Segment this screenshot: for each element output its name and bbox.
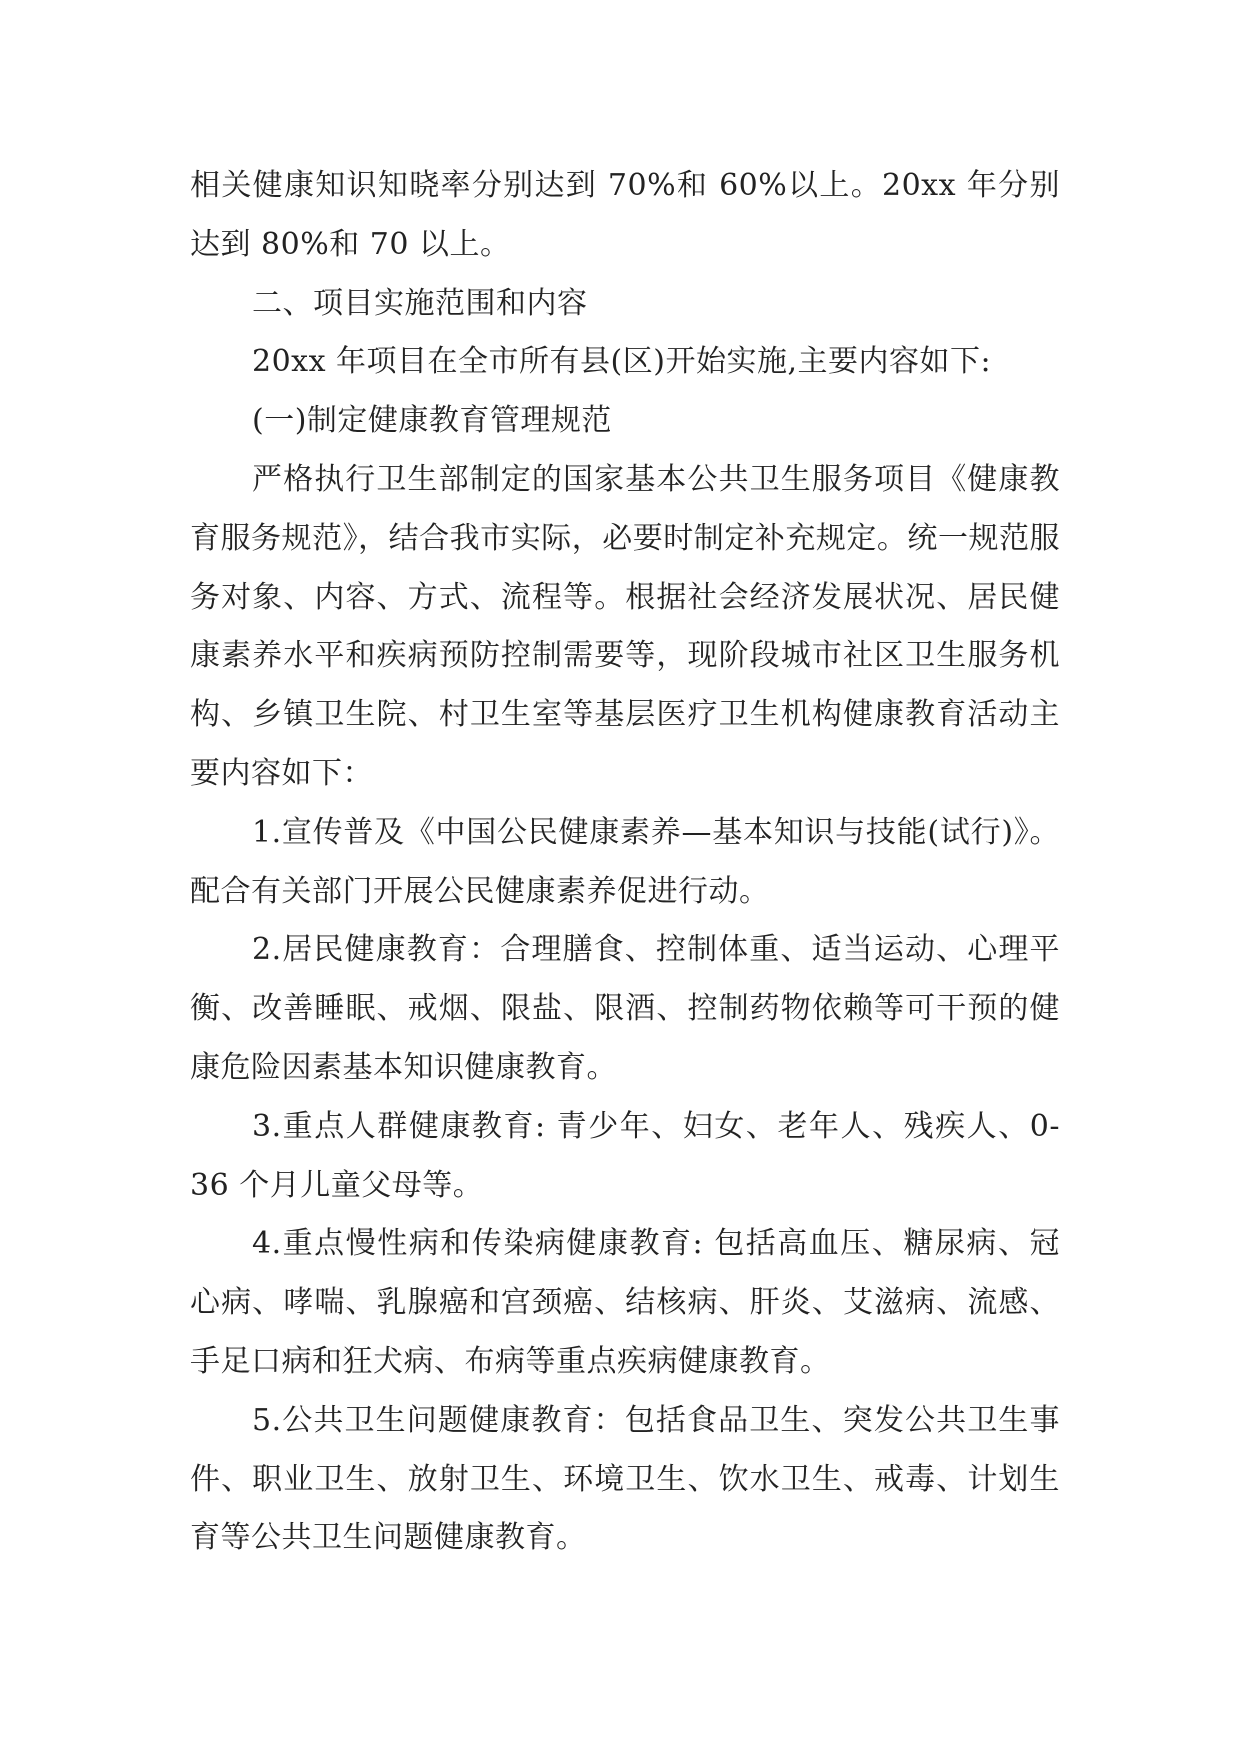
list-item-4: 4.重点慢性病和传染病健康教育: 包括高血压、糖尿病、冠心病、哮喘、乳腺癌和宫颈癌、结核病、肝炎、艾滋病、流感、手足口病和狂犬病、布病等重点疾病健康教育。 [190,1226,1060,1379]
heading-management-norms: (一)制定健康教育管理规范 [252,403,612,439]
paragraph-service-norms: 严格执行卫生部制定的国家基本公共卫生服务项目《健康教育服务规范》，结合我市实际，必要时制定补充规定。统一规范服务对象、内容、方式、流程等。根据社会经济发展状况、居民健康素养水平和疾病预防控制需要等，现阶段城市社区卫生服务机构、乡镇卫生院、村卫生室等基层医疗卫生机构健康教育活动主要内容如下： [190,461,1060,791]
list-item-5: 5.公共卫生问题健康教育：包括食品卫生、突发公共卫生事件、职业卫生、放射卫生、环境卫生、饮水卫生、戒毒、计划生育等公共卫生问题健康教育。 [190,1402,1060,1556]
document-body [190,157,1060,1568]
heading-scope-and-content: 二、项目实施范围和内容 [252,285,588,321]
list-item-2: 2.居民健康教育：合理膳食、控制体重、适当运动、心理平衡、改善睡眠、戒烟、限盐、限酒、控制药物依赖等可干预的健康危险因素基本知识健康教育。 [190,932,1060,1085]
list-item-1: 1.宣传普及《中国公民健康素养—基本知识与技能(试行)》。配合有关部门开展公民健康素养促进行动。 [190,814,1060,909]
list-item-3: 3.重点人群健康教育: 青少年、妇女、老年人、残疾人、0-36 个月儿童父母等。 [190,1108,1060,1203]
paragraph-implementation: 20xx 年项目在全市所有县(区)开始实施,主要内容如下: [252,344,992,380]
paragraph-knowledge-rate: 相关健康知识知晓率分别达到 70%和 60%以上。20xx 年分别达到 80%和 70 以上。 [190,168,1060,262]
